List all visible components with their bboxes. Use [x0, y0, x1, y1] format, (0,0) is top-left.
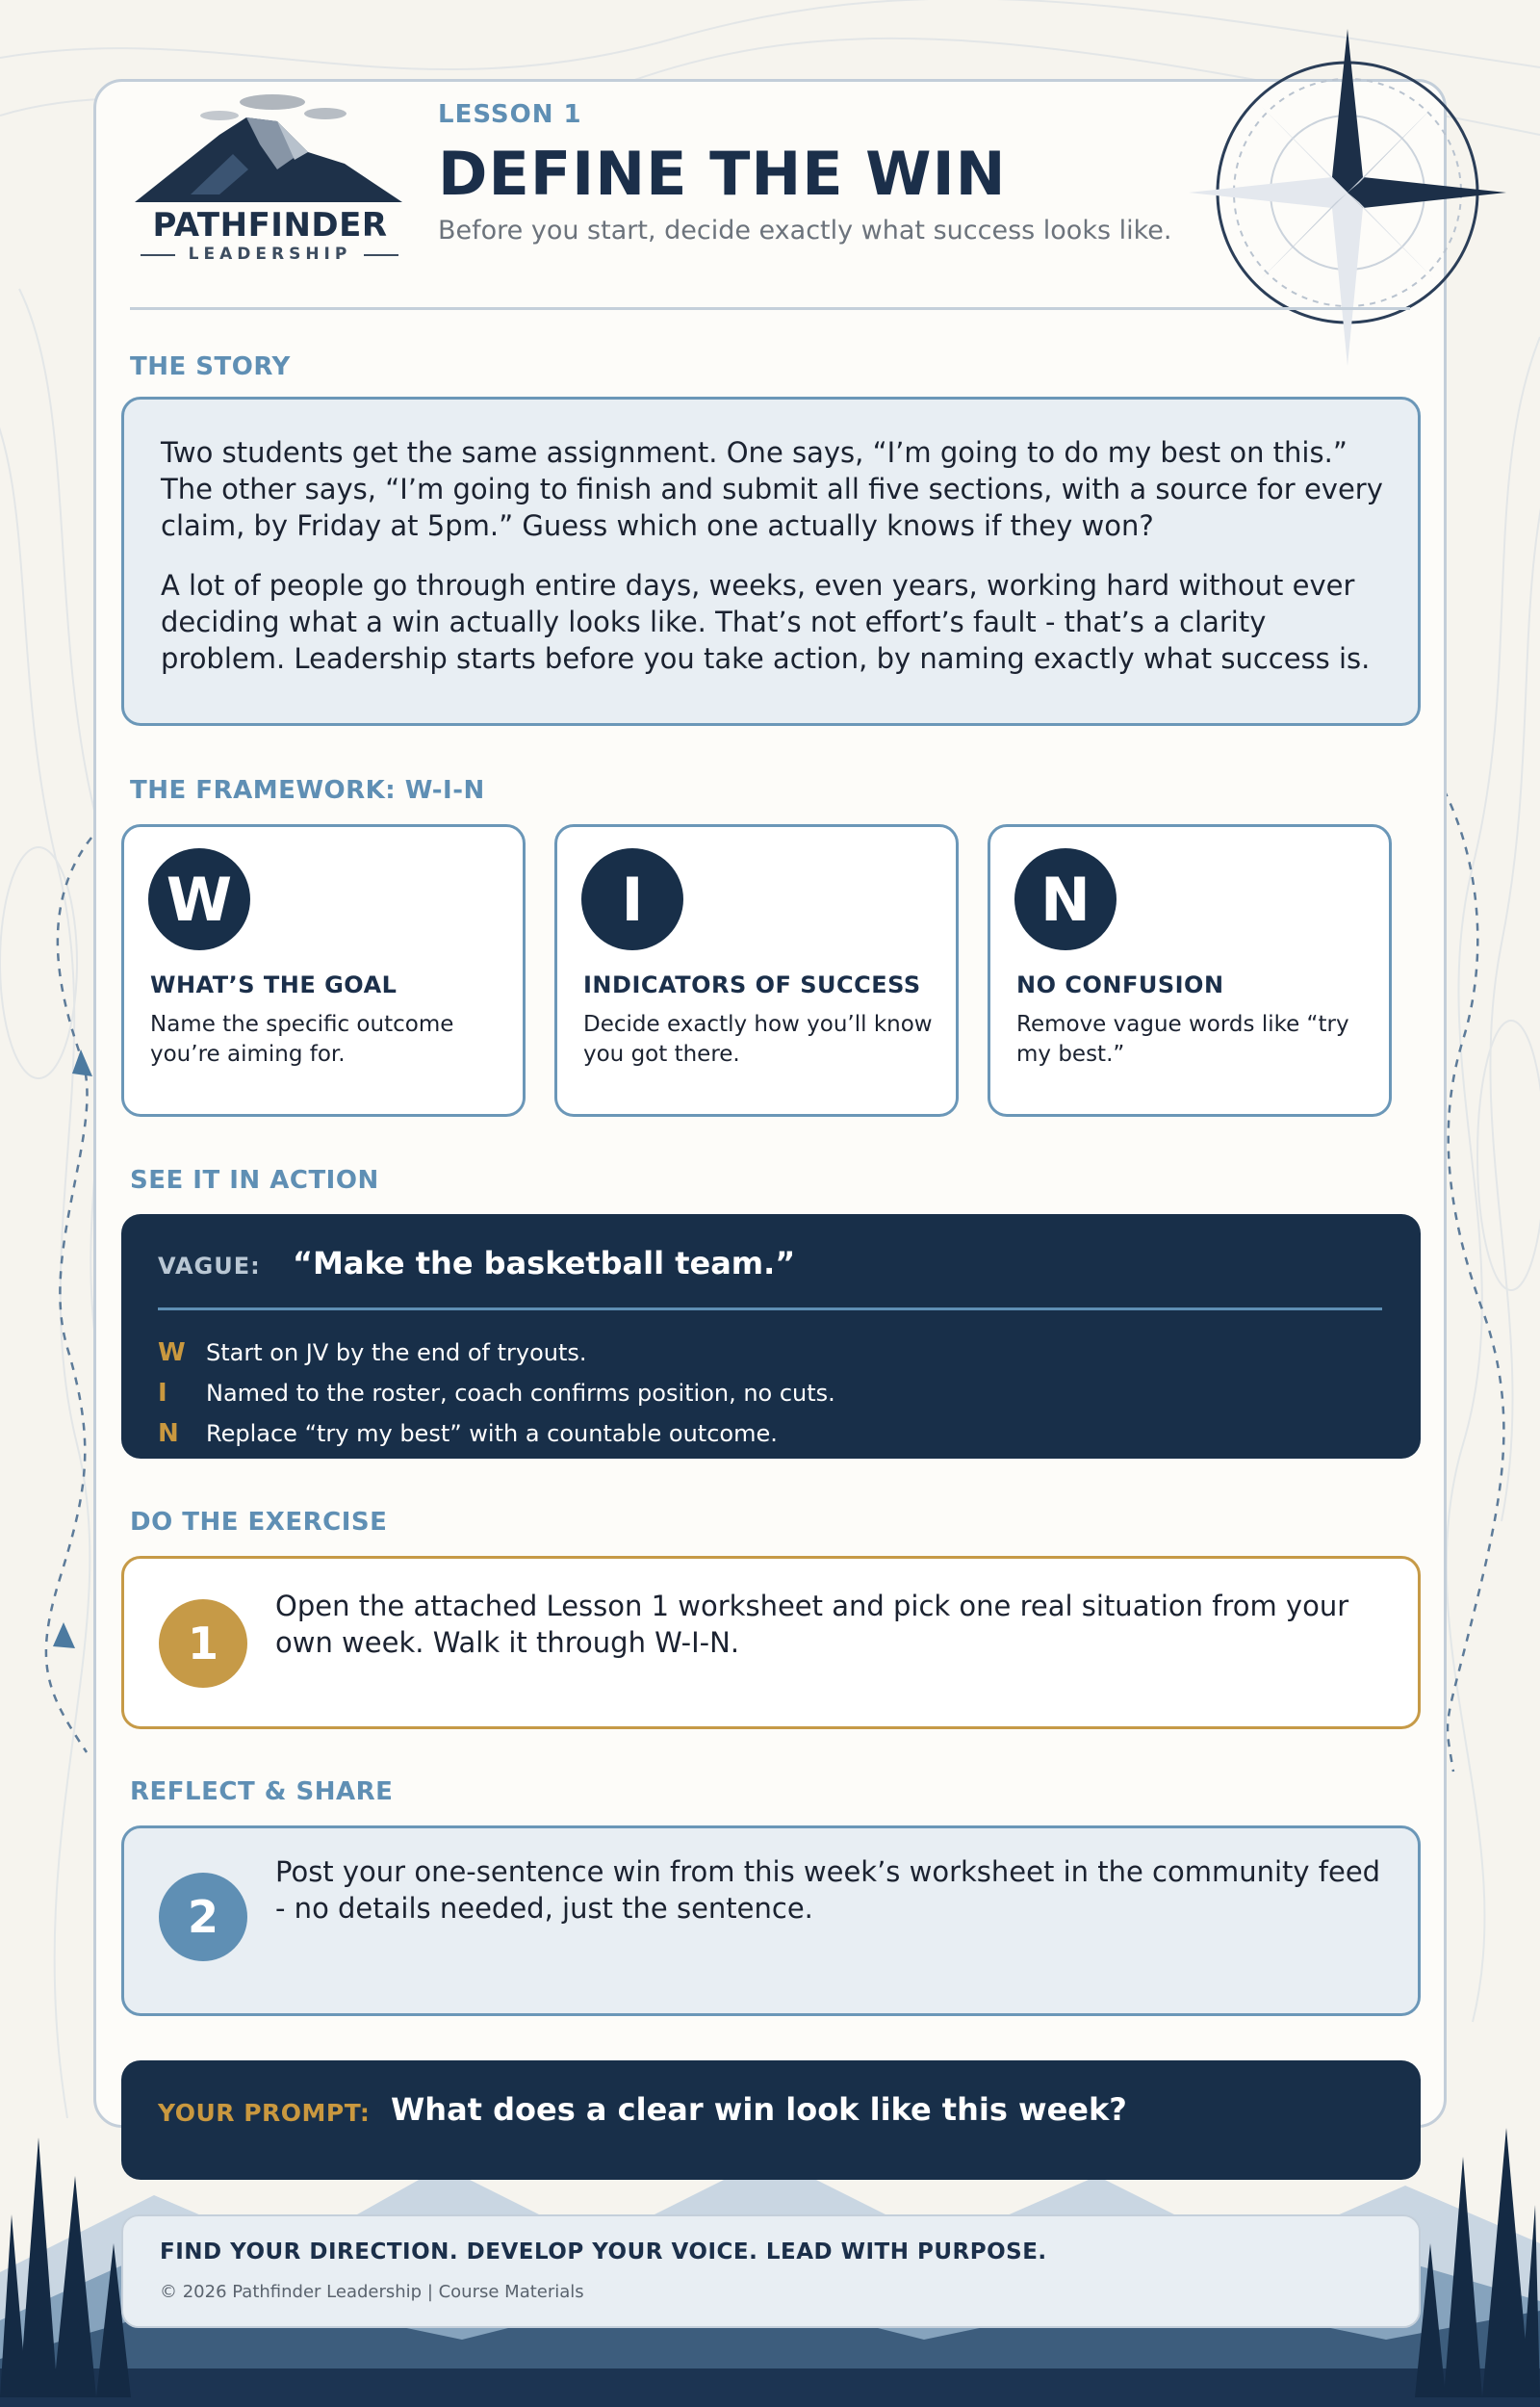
brand-name: PATHFINDER — [152, 206, 388, 245]
action-row-n — [158, 1419, 778, 1448]
section-label-framework: THE FRAMEWORK: W-I-N — [130, 776, 485, 805]
framework-card-desc: Decide exactly how you’ll know you got there. — [583, 1012, 933, 1067]
action-text: Start on JV by the end of tryouts. — [206, 1339, 587, 1366]
action-row-w — [158, 1338, 587, 1367]
action-letter: W — [158, 1338, 186, 1367]
footer-tagline: FIND YOUR DIRECTION. DEVELOP YOUR VOICE. LEAD WITH PURPOSE. — [160, 2239, 1047, 2265]
prompt-box — [121, 2060, 1421, 2180]
reflect-text: Post your one-sentence win from this week’s worksheet in the community feed - no details needed, just the sentence. — [275, 1855, 1381, 1925]
story-box — [121, 397, 1421, 726]
letter-badge: W — [148, 848, 250, 950]
story-paragraph: A lot of people go through entire days, weeks, even years, working hard without ever deciding what a win actually looks like. That’s not effort’s fault - that’s a clarity problem. Leadership starts before you take action, by naming exactly what success is. — [161, 569, 1371, 675]
step-number-badge: 1 — [159, 1599, 247, 1688]
action-letter: I — [158, 1379, 167, 1408]
letter-badge: N — [1014, 848, 1116, 950]
framework-card-i — [554, 824, 959, 1117]
exercise-box — [121, 1556, 1421, 1729]
framework-card-desc: Remove vague words like “try my best.” — [1016, 1012, 1349, 1067]
action-letter: N — [158, 1419, 179, 1448]
divider — [158, 1307, 1382, 1310]
prompt-label: YOUR PROMPT: — [158, 2099, 371, 2127]
framework-card-title: NO CONFUSION — [1016, 971, 1224, 998]
brand-subname: LEADERSHIP — [188, 245, 352, 264]
section-label-reflect: REFLECT & SHARE — [130, 1777, 394, 1806]
section-label-exercise: DO THE EXERCISE — [130, 1508, 388, 1537]
framework-card-w — [121, 824, 526, 1117]
compass-rose-icon — [1184, 19, 1511, 366]
vague-quote: “Make the basketball team.” — [293, 1245, 796, 1281]
action-text: Named to the roster, coach confirms position, no cuts. — [206, 1380, 835, 1407]
footer-copyright: © 2026 Pathfinder Leadership | Course Materials — [160, 2282, 584, 2302]
action-text: Replace “try my best” with a countable outcome. — [206, 1420, 778, 1447]
vague-label: VAGUE: — [158, 1253, 261, 1280]
story-paragraph: Two students get the same assignment. One says, “I’m going to do my best on this.” The other says, “I’m going to finish and submit all five sections, with a source for every claim, by Friday at 5pm.” Guess which one actually knows if they won? — [161, 436, 1383, 542]
exercise-text: Open the attached Lesson 1 worksheet and pick one real situation from your own week. Walk it through W-I-N. — [275, 1590, 1349, 1659]
lesson-number: LESSON 1 — [438, 100, 582, 129]
framework-card-desc: Name the specific outcome you’re aiming for. — [150, 1012, 454, 1067]
section-label-story: THE STORY — [130, 352, 291, 381]
footer — [121, 2214, 1421, 2328]
action-row-i — [158, 1379, 835, 1408]
header-divider — [130, 307, 1410, 310]
step-number-badge: 2 — [159, 1873, 247, 1961]
framework-card-n — [988, 824, 1392, 1117]
letter-badge: I — [581, 848, 683, 950]
reflect-box — [121, 1825, 1421, 2016]
framework-card-title: INDICATORS OF SUCCESS — [583, 971, 921, 998]
framework-card-title: WHAT’S THE GOAL — [150, 971, 398, 998]
page-title: DEFINE THE WIN — [438, 139, 1007, 209]
prompt-question: What does a clear win look like this week? — [391, 2091, 1127, 2128]
section-label-action: SEE IT IN ACTION — [130, 1166, 379, 1195]
action-example-box — [121, 1214, 1421, 1459]
page-subtitle: Before you start, decide exactly what success looks like. — [438, 216, 1172, 246]
